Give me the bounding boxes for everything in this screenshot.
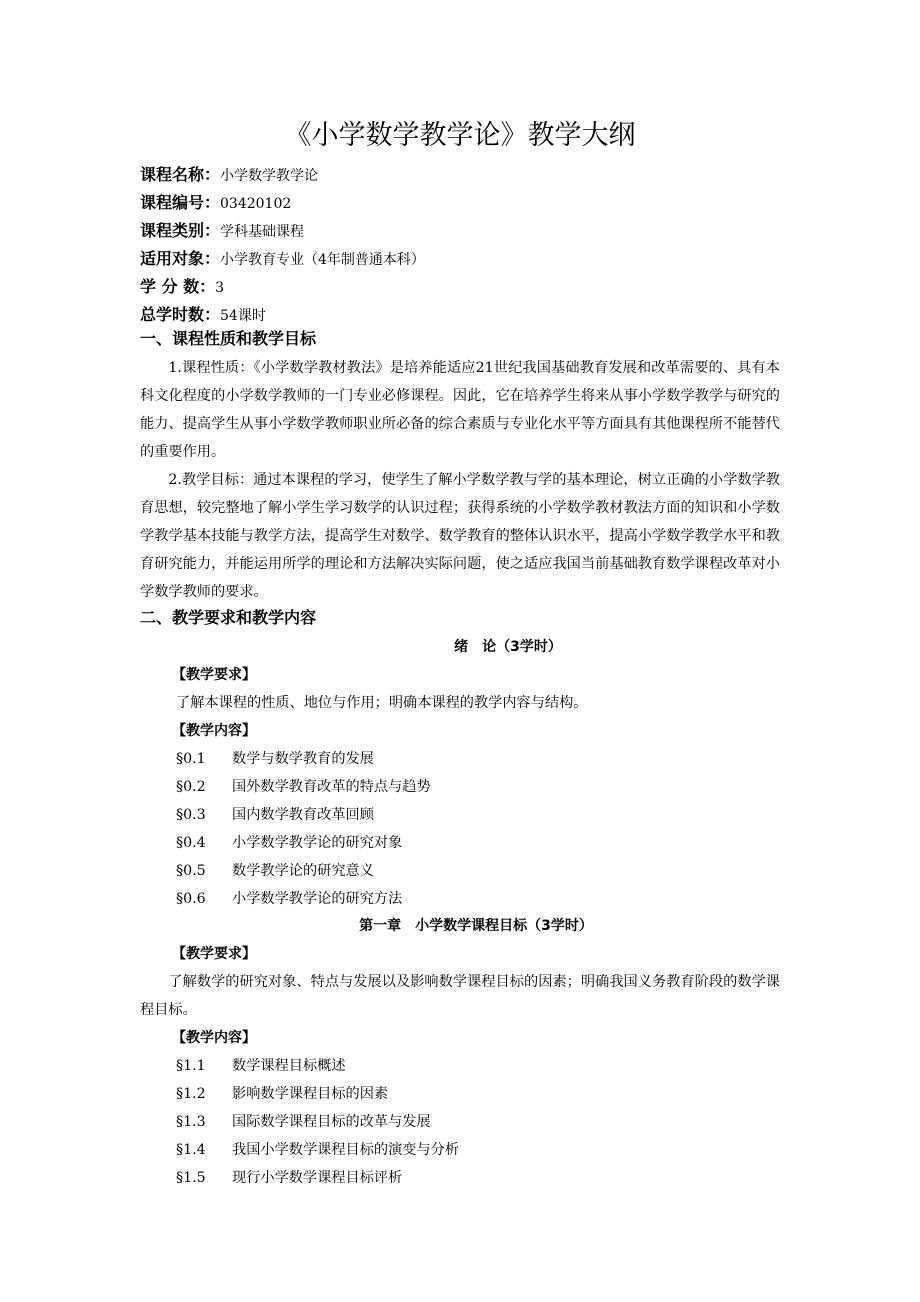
section-title: 小学数学教学论的研究方法 <box>232 891 403 907</box>
meta-row-course-type <box>140 217 425 245</box>
section-number: §1.2 <box>176 1086 206 1102</box>
meta-row-audience <box>140 245 425 273</box>
section-number: §0.5 <box>176 863 206 879</box>
meta-value: 小学数学教学论 <box>220 168 319 184</box>
section-number: §0.6 <box>176 891 206 907</box>
section-title: 数学教学论的研究意义 <box>232 863 374 879</box>
section-title: 国外数学教育改革的特点与趋势 <box>232 779 431 795</box>
intro-requirements-text: 了解本课程的性质、地位与作用；明确本课程的教学内容与结构。 <box>176 695 588 711</box>
section-number: §0.1 <box>176 751 206 767</box>
section-number: §1.5 <box>176 1170 206 1186</box>
page-title: 《小学数学教学论》教学大纲 <box>284 120 636 151</box>
list-item <box>176 1052 459 1080</box>
paragraph-course-nature: 1.课程性质：《小学数学教材教法》是培养能适应21世纪我国基础教育发展和改革需要的、具有本科文化程度的小学数学教师的一门专业必修课程。因此，它在培养学生将来从事小学数学教学与研究的能力、提高学生从事小学数学教师职业所必备的综合素质与专业化水平等方面具有其他课程所不能替代的重要作用。 <box>140 360 780 460</box>
section-heading-2: 二、教学要求和教学内容 <box>140 608 317 627</box>
meta-label: 学 分 数： <box>140 277 216 296</box>
intro-content-list <box>176 745 431 913</box>
chapter1-content-label: 【教学内容】 <box>172 1030 256 1046</box>
meta-label: 课程类别： <box>140 221 221 240</box>
section-title: 国际数学课程目标的改革与发展 <box>232 1114 431 1130</box>
section-title: 数学与数学教育的发展 <box>232 751 374 767</box>
section-title: 现行小学数学课程目标评析 <box>232 1170 403 1186</box>
meta-value: 03420102 <box>220 196 292 212</box>
meta-row-credits <box>140 273 425 301</box>
intro-heading: 绪 论（3学时） <box>454 639 562 655</box>
chapter1-heading: 第一章 小学数学课程目标（3学时） <box>359 918 593 934</box>
list-item <box>176 829 431 857</box>
intro-requirements-label: 【教学要求】 <box>172 667 256 683</box>
section-title: 影响数学课程目标的因素 <box>232 1086 389 1102</box>
meta-label: 课程名称： <box>140 165 221 184</box>
section-title: 数学课程目标概述 <box>232 1058 346 1074</box>
section-number: §0.2 <box>176 779 206 795</box>
list-item <box>176 1136 459 1164</box>
list-item <box>176 1164 459 1192</box>
section-number: §1.4 <box>176 1142 206 1158</box>
meta-label: 总学时数： <box>140 305 221 324</box>
list-item <box>176 1080 459 1108</box>
meta-label: 适用对象： <box>140 249 221 268</box>
meta-value: 小学教育专业（4年制普通本科） <box>220 252 425 268</box>
list-item <box>176 857 431 885</box>
meta-value: 学科基础课程 <box>220 224 305 240</box>
meta-value: 3 <box>215 280 225 296</box>
chapter1-content-list <box>176 1052 459 1192</box>
section-title: 国内数学教育改革回顾 <box>232 807 374 823</box>
meta-row-course-code <box>140 189 425 217</box>
section-heading-1: 一、课程性质和教学目标 <box>140 329 317 348</box>
list-item <box>176 885 431 913</box>
section-number: §0.4 <box>176 835 206 851</box>
chapter1-requirements-label: 【教学要求】 <box>172 946 256 962</box>
section-title: 我国小学数学课程目标的演变与分析 <box>232 1142 460 1158</box>
paragraph-teaching-goals: 2.教学目标：通过本课程的学习，使学生了解小学数学教与学的基本理论，树立正确的小学数学教育思想，较完整地了解小学生学习数学的认识过程；获得系统的小学数学教材教法方面的知识和小学数学教学基本技能与教学方法，提高学生对数学、数学教育的整体认识水平，提高小学数学教学水平和教育研究能力，并能运用所学的理论和方法解决实际问题，使之适应我国当前基础教育数学课程改革对小学数学教师的要求。 <box>140 472 780 600</box>
intro-content-label: 【教学内容】 <box>172 723 256 739</box>
list-item <box>176 1108 459 1136</box>
section-number: §1.3 <box>176 1114 206 1130</box>
list-item <box>176 773 431 801</box>
section-number: §0.3 <box>176 807 206 823</box>
section-number: §1.1 <box>176 1058 206 1074</box>
course-info <box>140 161 425 329</box>
meta-row-course-name <box>140 161 425 189</box>
meta-label: 课程编号： <box>140 193 221 212</box>
list-item <box>176 745 431 773</box>
list-item <box>176 801 431 829</box>
chapter1-requirements-text: 了解数学的研究对象、特点与发展以及影响数学课程目标的因素；明确我国义务教育阶段的数学课程目标。 <box>140 974 780 1018</box>
meta-value: 54课时 <box>220 308 266 324</box>
section-title: 小学数学教学论的研究对象 <box>232 835 403 851</box>
